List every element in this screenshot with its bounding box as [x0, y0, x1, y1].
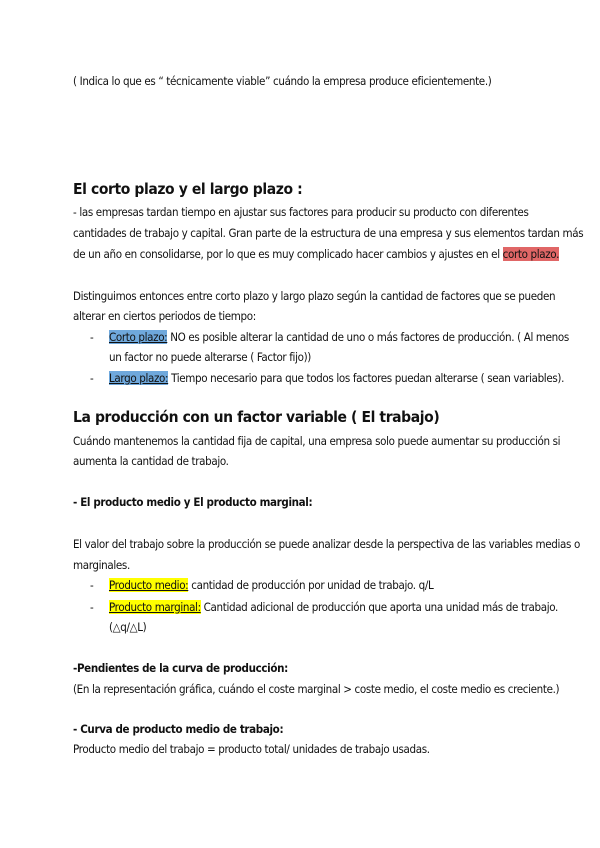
- paragraph-line: Producto medio del trabajo = producto total/ unidades de trabajo usadas.: [73, 742, 430, 756]
- subheading-producto-medio-marginal: - El producto medio y El producto marginal:: [73, 495, 313, 509]
- bullet-continuation: (△q/△L): [109, 620, 147, 634]
- bullet-marker: -: [90, 578, 94, 592]
- paragraph-line: Distinguimos entonces entre corto plazo y largo plazo según la cantidad de factores que se pueden: [73, 289, 556, 303]
- bullet-marker: -: [90, 371, 94, 385]
- highlight-corto-plazo: corto plazo.: [502, 247, 560, 261]
- section-title-short-long-run: El corto plazo y el largo plazo :: [73, 180, 303, 198]
- bullet-text: cantidad de producción por unidad de trabajo. q/L: [188, 578, 434, 592]
- paragraph-line: aumenta la cantidad de trabajo.: [73, 454, 229, 468]
- bullet-text: Tiempo necesario para que todos los factores puedan alterarse ( sean variables).: [168, 371, 565, 385]
- term-producto-medio: Producto medio:: [109, 578, 189, 592]
- subheading-curva-producto-medio: - Curva de producto medio de trabajo:: [73, 722, 284, 736]
- paragraph-line: alterar en ciertos periodos de tiempo:: [73, 309, 256, 323]
- bullet-marker: -: [90, 600, 94, 614]
- bullet-producto-marginal: [109, 600, 558, 614]
- paragraph-line: - las empresas tardan tiempo en ajustar sus factores para producir su producto con diferentes: [73, 205, 529, 219]
- paragraph-text: de un año en consolidarse, por lo que es muy complicado hacer cambios y ajustes en el: [73, 247, 500, 261]
- bullet-text: Cantidad adicional de producción que aporta una unidad más de trabajo.: [200, 600, 558, 614]
- paragraph-line: (En la representación gráfica, cuándo el coste marginal > coste medio, el coste medio es creciente.): [73, 682, 560, 696]
- paragraph-line: [73, 247, 559, 261]
- bullet-marker: -: [90, 330, 94, 344]
- term-corto-plazo: Corto plazo:: [109, 330, 168, 344]
- term-largo-plazo: Largo plazo:: [109, 371, 169, 385]
- paragraph-line: Cuándo mantenemos la cantidad fija de capital, una empresa solo puede aumentar su producción si: [73, 434, 561, 448]
- paragraph-line: marginales.: [73, 558, 130, 572]
- term-producto-marginal: Producto marginal:: [109, 600, 201, 614]
- bullet-text: NO es posible alterar la cantidad de uno o más factores de producción. ( Al menos: [167, 330, 569, 344]
- section-title-variable-factor: La producción con un factor variable ( El trabajo): [73, 408, 440, 426]
- subheading-pendientes: -Pendientes de la curva de producción:: [73, 661, 288, 675]
- bullet-corto-plazo: [109, 330, 569, 344]
- intro-note: ( Indica lo que es “ técnicamente viable” cuándo la empresa produce eficientemente.): [73, 74, 492, 88]
- paragraph-line: El valor del trabajo sobre la producción se puede analizar desde la perspectiva de las variables medias o: [73, 537, 580, 551]
- bullet-largo-plazo: [109, 371, 564, 385]
- paragraph-line: cantidades de trabajo y capital. Gran parte de la estructura de una empresa y sus elementos tardan más: [73, 226, 584, 240]
- bullet-producto-medio: [109, 578, 433, 592]
- bullet-continuation: un factor no puede alterarse ( Factor fijo)): [109, 350, 311, 364]
